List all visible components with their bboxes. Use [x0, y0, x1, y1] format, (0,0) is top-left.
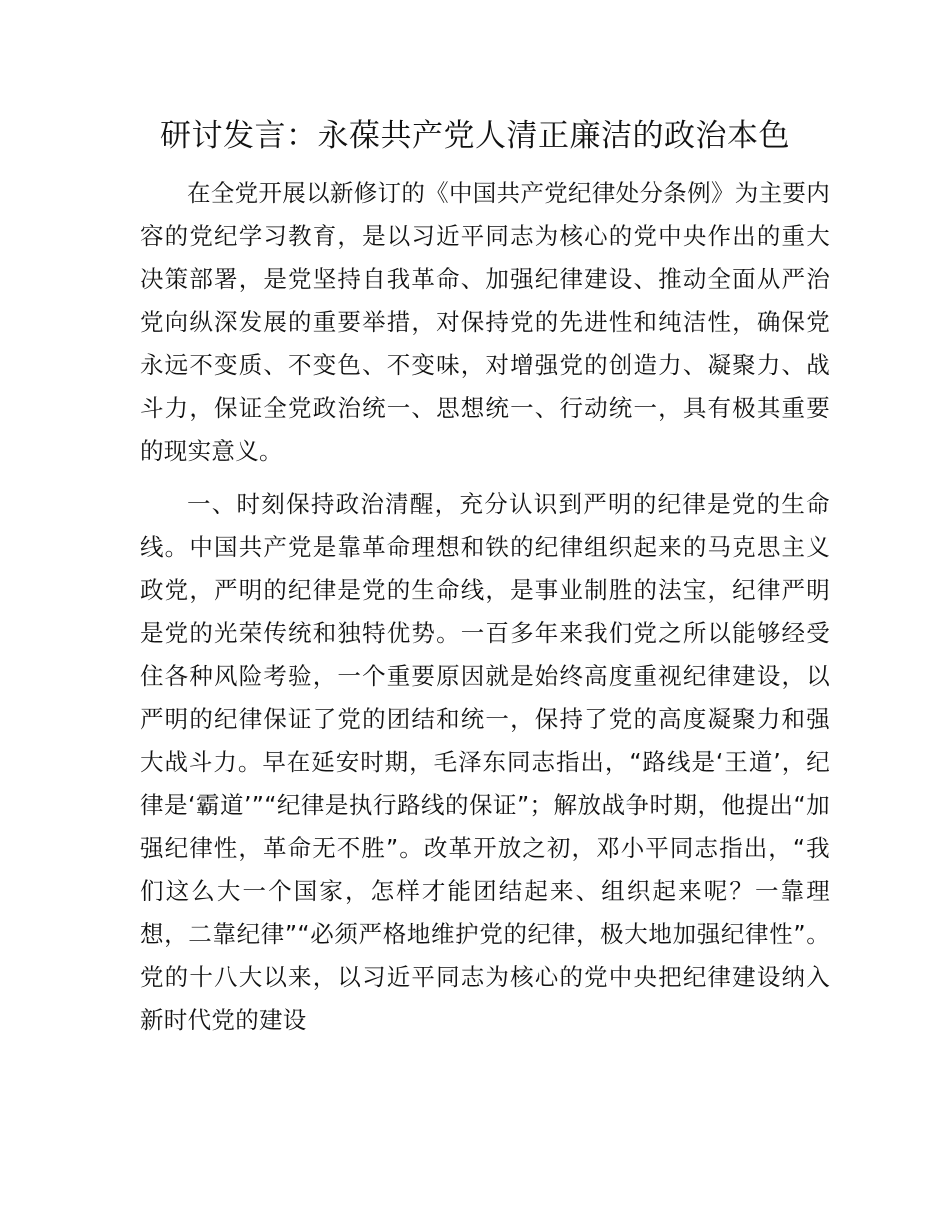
paragraph-section-one: 一、时刻保持政治清醒，充分认识到严明的纪律是党的生命线。中国共产党是靠革命理想和铁的纪律组织起来的马克思主义政党，严明的纪律是党的生命线，是事业制胜的法宝，纪律严明是党的光荣传统和独特优势。一百多年来我们党之所以能够经受住各种风险考验，一个重要原因就是始终高度重视纪律建设，以严明的纪律保证了党的团结和统一，保持了党的高度凝聚力和强大战斗力。早在延安时期，毛泽东同志指出，“路线是‘王道’，纪律是‘霸道’”“纪律是执行路线的保证”；解放战争时期，他提出“加强纪律性，革命无不胜”。改革开放之初，邓小平同志指出，“我们这么大一个国家，怎样才能团结起来、组织起来呢？一靠理想，二靠纪律”“必须严格地维护党的纪律，极大地加强纪律性”。党的十八大以来，以习近平同志为核心的党中央把纪律建设纳入新时代党的建设 — [140, 490, 830, 1034]
paragraph-intro: 在全党开展以新修订的《中国共产党纪律处分条例》为主要内容的党纪学习教育，是以习近平同志为核心的党中央作出的重大决策部署，是党坚持自我革命、加强纪律建设、推动全面从严治党向纵深发展的重要举措，对保持党的先进性和纯洁性，确保党永远不变质、不变色、不变味，对增强党的创造力、凝聚力、战斗力，保证全党政治统一、思想统一、行动统一，具有极其重要的现实意义。 — [140, 179, 830, 465]
document-title: 研讨发言：永葆共产党人清正廉洁的政治本色 — [160, 118, 790, 154]
